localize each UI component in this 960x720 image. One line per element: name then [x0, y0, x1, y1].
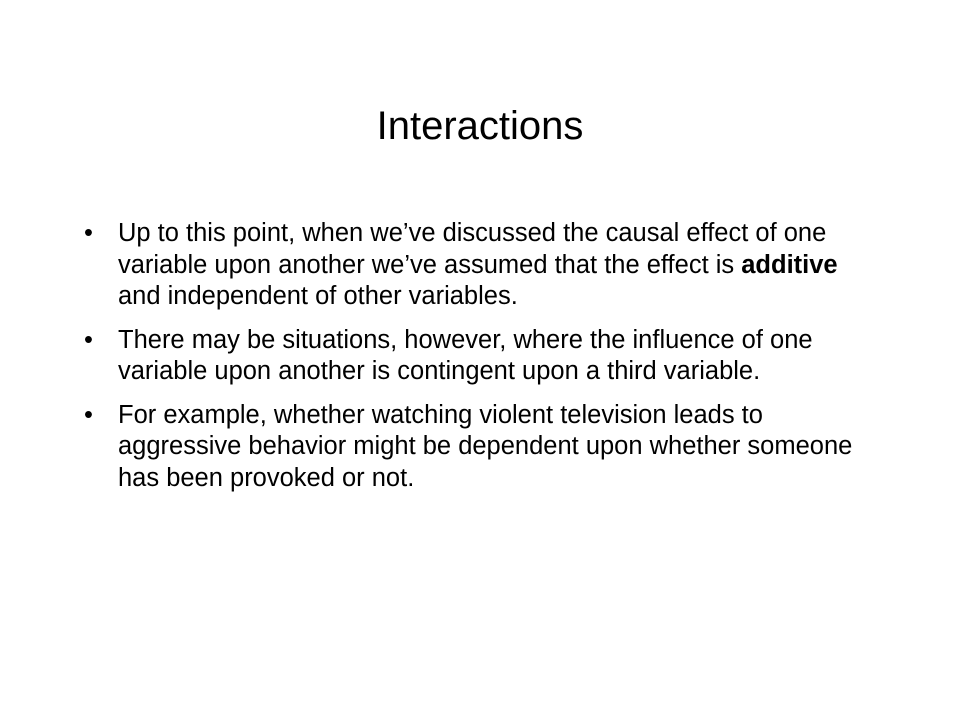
bullet-dot-icon: •: [84, 219, 93, 247]
bullet-text-part: Up to this point, when we’ve discussed the causal effect of one variable upon another we’ve assumed that the effect is: [118, 219, 827, 279]
bullet-list: [84, 218, 864, 506]
bullet-dot-icon: •: [84, 400, 93, 429]
bullet-text: There may be situations, however, where the influence of one variable upon another is contingent upon a third variable.: [118, 325, 813, 385]
bullet-text-part: and independent of other variables.: [118, 282, 518, 310]
bullet-text: For example, whether watching violent television leads to aggressive behavior might be dependent upon whether someone has been provoked or not.: [118, 400, 853, 492]
bullet-dot-icon: •: [84, 325, 93, 354]
bullet-item-contingent: [84, 325, 864, 388]
bold-term: additive: [741, 250, 838, 279]
slide-title: Interactions: [376, 104, 584, 148]
bullet-item-example: [84, 400, 864, 495]
bullet-item-additive-effect: [84, 218, 864, 313]
